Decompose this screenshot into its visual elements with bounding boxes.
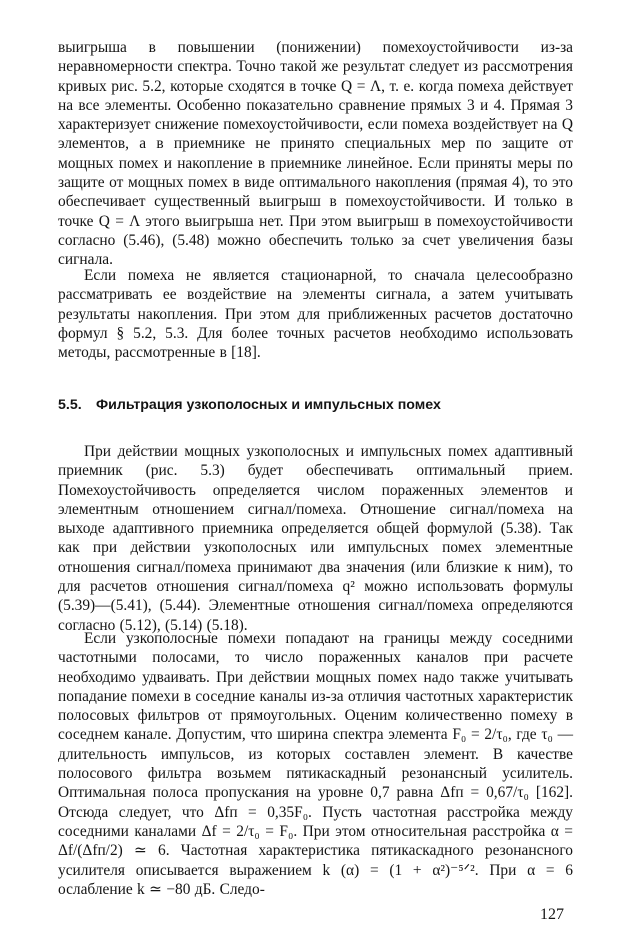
paragraph-adaptive-receiver: При действии мощных узкополосных и импульсных помех адаптивный приемник (рис. 5.3) будет обеспечивать оптимальный прием. Помехоустойчивость определяется числом пораженных элементов и элементным отношением сигнал/помеха. Отношение сигнал/помеха на выходе адаптивного приемника определяется общей формулой (5.38). Так как при действии узкополосных или импульсных помех элементные отношения сигнал/помеха принимают два значения (или близкие к ним), то для расчетов отношения сигнал/помеха q² можно использовать формулы (5.39)—(5.41), (5.44). Элементные отношения сигнал/помеха определяются согласно (5.12), (5.14) (5.18). [58,443,573,634]
paragraph-adjacent-channels: Если узкополосные помехи попадают на границы между соседними частотными полосами, то число пораженных каналов при расчете необходимо удваивать. При действии мощных помех надо также учитывать попадание помехи в соседние каналы из-за отличия частотных характеристик полосовых фильтров от прямоугольных. Оценим количественно помеху в соседнем канале. Допустим, что ширина спектра элемента F₀ = 2/τ₀, где τ₀ — длительность импульсов, из которых составлен элемент. В качестве полосового фильтра возьмем пятикаскадный резонансный усилитель. Оптимальная полоса пропускания на уровне 0,7 равна Δfп = 0,67/τ₀ [162]. Отсюда следует, что Δfп = 0,35F₀. Пусть частотная расстройка между соседними каналами Δf = 2/τ₀ = F₀. При этом относительная расстройка α = Δf/(Δfп/2) ≃ 6. Частотная характеристика пятикаскадного резонансного усилителя описывается выражением k (α) = (1 + α²)⁻⁵ᐟ². При α = 6 ослабление k ≃ −80 дБ. Следо- [58,630,573,898]
section-heading [58,396,573,414]
paragraph-continuation: выигрыша в повышении (понижении) помехоустойчивости из-за неравномерности спектра. Точно такой же результат следует из рассмотрения кривых рис. 5.2, которые сходятся в точке Q = Λ, т. е. когда помеха действует на все элементы. Особенно показательно сравнение прямых 3 и 4. Прямая 3 характеризует снижение помехоустойчивости, если помеха воздействует на Q элементов, а в приемнике не принято специальных мер по защите от мощных помех и накопление в приемнике линейное. Если приняты меры по защите от мощных помех в виде оптимального накопления (прямая 4), то это обеспечивает существенный выигрыш в помехоустойчивости. И только в точке Q = Λ этого выигрыша нет. При этом выигрыш в помехоустойчивости согласно (5.46), (5.48) можно обеспечить только за счет увеличения базы сигнала. [58,39,573,269]
section-title: Фильтрация узкополосных и импульсных помех [96,397,441,413]
page-number: 127 [540,906,564,923]
paragraph-nonstationary: Если помеха не является стационарной, то сначала целесообразно рассматривать ее воздействие на элементы сигнала, а затем учитывать результаты накопления. При этом для приближенных расчетов достаточно формул § 5.2, 5.3. Для более точных расчетов необходимо использовать методы, рассмотренные в [18]. [58,267,573,362]
section-number: 5.5. [58,397,82,413]
